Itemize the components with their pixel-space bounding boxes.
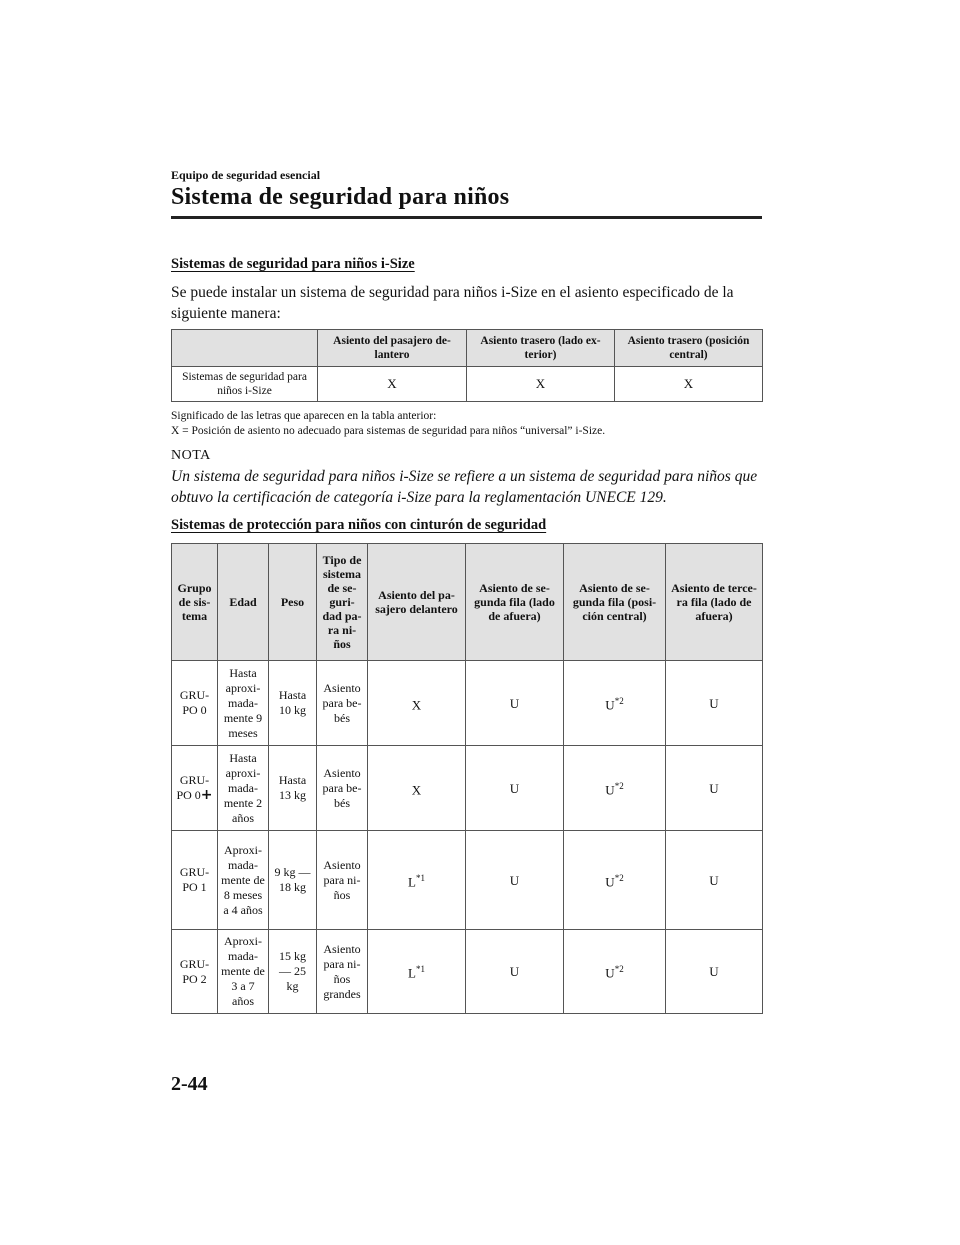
section-label: Equipo de seguridad esencial bbox=[171, 168, 321, 182]
note-label: NOTA bbox=[171, 448, 211, 463]
footnote-marker: *2 bbox=[614, 780, 624, 791]
column-header: Asiento del pa-sajero delantero bbox=[368, 544, 466, 661]
footnote-marker: *2 bbox=[614, 695, 624, 706]
column-header: Asiento del pasajero de-lantero bbox=[318, 330, 467, 367]
table-cell: X bbox=[318, 367, 467, 402]
weight-cell: 15 kg ― 25 kg bbox=[269, 930, 317, 1014]
table-cell: X bbox=[467, 367, 615, 402]
type-cell: Asiento para be-bés bbox=[317, 661, 368, 746]
isize-section-heading: Sistemas de seguridad para niños i-Size bbox=[171, 256, 415, 272]
column-header: Edad bbox=[218, 544, 269, 661]
second-outer-cell: U bbox=[466, 930, 564, 1014]
table-row bbox=[172, 367, 763, 402]
second-center-cell bbox=[564, 746, 666, 831]
isize-compatibility-table bbox=[171, 329, 763, 402]
group-cell: GRU-PO 2 bbox=[172, 930, 218, 1014]
front-seat-cell bbox=[368, 831, 466, 930]
second-outer-cell: U bbox=[466, 831, 564, 930]
weight-cell: Hasta 13 kg bbox=[269, 746, 317, 831]
footnote-marker: *2 bbox=[614, 872, 624, 883]
legend-intro: Significado de las letras que aparecen en la tabla anterior: bbox=[171, 410, 437, 422]
table-row bbox=[172, 831, 763, 930]
front-seat-cell bbox=[368, 661, 466, 746]
belt-compatibility-table bbox=[171, 543, 763, 1014]
age-cell: Aproxi-mada-mente de 8 meses a 4 años bbox=[218, 831, 269, 930]
front-seat-cell bbox=[368, 930, 466, 1014]
second-center-cell bbox=[564, 930, 666, 1014]
column-header: Peso bbox=[269, 544, 317, 661]
second-center-value: U bbox=[605, 874, 615, 890]
footnote-marker: *2 bbox=[614, 964, 624, 975]
type-cell: Asiento para be-bés bbox=[317, 746, 368, 831]
title-divider bbox=[171, 216, 762, 219]
column-header: Grupo de sis-tema bbox=[172, 544, 218, 661]
table-row bbox=[172, 746, 763, 831]
front-seat-value: X bbox=[411, 697, 422, 713]
table-row bbox=[172, 661, 763, 746]
group-cell: GRU-PO 1 bbox=[172, 831, 218, 930]
column-header: Asiento de terce-ra fila (lado de afuera) bbox=[666, 544, 763, 661]
note-text: Un sistema de seguridad para niños i-Size se refiere a un sistema de seguridad para niños que obtuvo la certificación de categoría i-Size para la reglamentación UNECE 129. bbox=[171, 468, 758, 506]
group-label: GRU-PO 0 bbox=[176, 773, 210, 802]
group-cell bbox=[172, 746, 218, 831]
page-title: Sistema de seguridad para niños bbox=[171, 184, 510, 210]
age-cell: Hasta aproxi-mada-mente 9 meses bbox=[218, 661, 269, 746]
column-header: Asiento de se-gunda fila (posi-ción central) bbox=[564, 544, 666, 661]
third-outer-cell: U bbox=[666, 746, 763, 831]
table-cell: Sistemas de seguridad para niños i-Size bbox=[172, 367, 318, 402]
table-header-row bbox=[172, 330, 763, 367]
group-cell: GRU-PO 0 bbox=[172, 661, 218, 746]
second-center-value: U bbox=[605, 697, 615, 713]
table-row bbox=[172, 930, 763, 1014]
second-center-value: U bbox=[605, 782, 615, 798]
type-cell: Asiento para ni-ños bbox=[317, 831, 368, 930]
column-header: Tipo de sistema de se-guri-dad pa-ra ni-ños bbox=[317, 544, 368, 661]
second-center-value: U bbox=[605, 965, 615, 981]
table-cell: X bbox=[615, 367, 763, 402]
table-header-row bbox=[172, 544, 763, 661]
footnote-marker: *1 bbox=[415, 872, 425, 883]
third-outer-cell: U bbox=[666, 831, 763, 930]
front-seat-cell bbox=[368, 746, 466, 831]
second-center-cell bbox=[564, 661, 666, 746]
legend-x-definition: X = Posición de asiento no adecuado para sistemas de seguridad para niños “universal” i-Size. bbox=[171, 425, 606, 437]
second-outer-cell: U bbox=[466, 746, 564, 831]
front-seat-value: L bbox=[408, 965, 416, 981]
weight-cell: Hasta 10 kg bbox=[269, 661, 317, 746]
page-number: 2-44 bbox=[171, 1073, 208, 1095]
age-cell: Hasta aproxi-mada-mente 2 años bbox=[218, 746, 269, 831]
front-seat-value: L bbox=[408, 874, 416, 890]
footnote-marker: *1 bbox=[415, 964, 425, 975]
column-header: Asiento de se-gunda fila (lado de afuera) bbox=[466, 544, 564, 661]
age-cell: Aproxi-mada-mente de 3 a 7 años bbox=[218, 930, 269, 1014]
isize-intro-paragraph: Se puede instalar un sistema de seguridad para niños i-Size en el asiento especificado de la siguiente manera: bbox=[171, 284, 734, 322]
weight-cell: 9 kg ― 18 kg bbox=[269, 831, 317, 930]
third-outer-cell: U bbox=[666, 930, 763, 1014]
type-cell: Asiento para ni-ños grandes bbox=[317, 930, 368, 1014]
plus-icon: + bbox=[200, 787, 213, 803]
second-outer-cell: U bbox=[466, 661, 564, 746]
belt-section-heading: Sistemas de protección para niños con cinturón de seguridad bbox=[171, 517, 547, 533]
second-center-cell bbox=[564, 831, 666, 930]
front-seat-value: X bbox=[411, 782, 422, 798]
column-header bbox=[172, 330, 318, 367]
third-outer-cell: U bbox=[666, 661, 763, 746]
column-header: Asiento trasero (lado ex-terior) bbox=[467, 330, 615, 367]
column-header: Asiento trasero (posición central) bbox=[615, 330, 763, 367]
